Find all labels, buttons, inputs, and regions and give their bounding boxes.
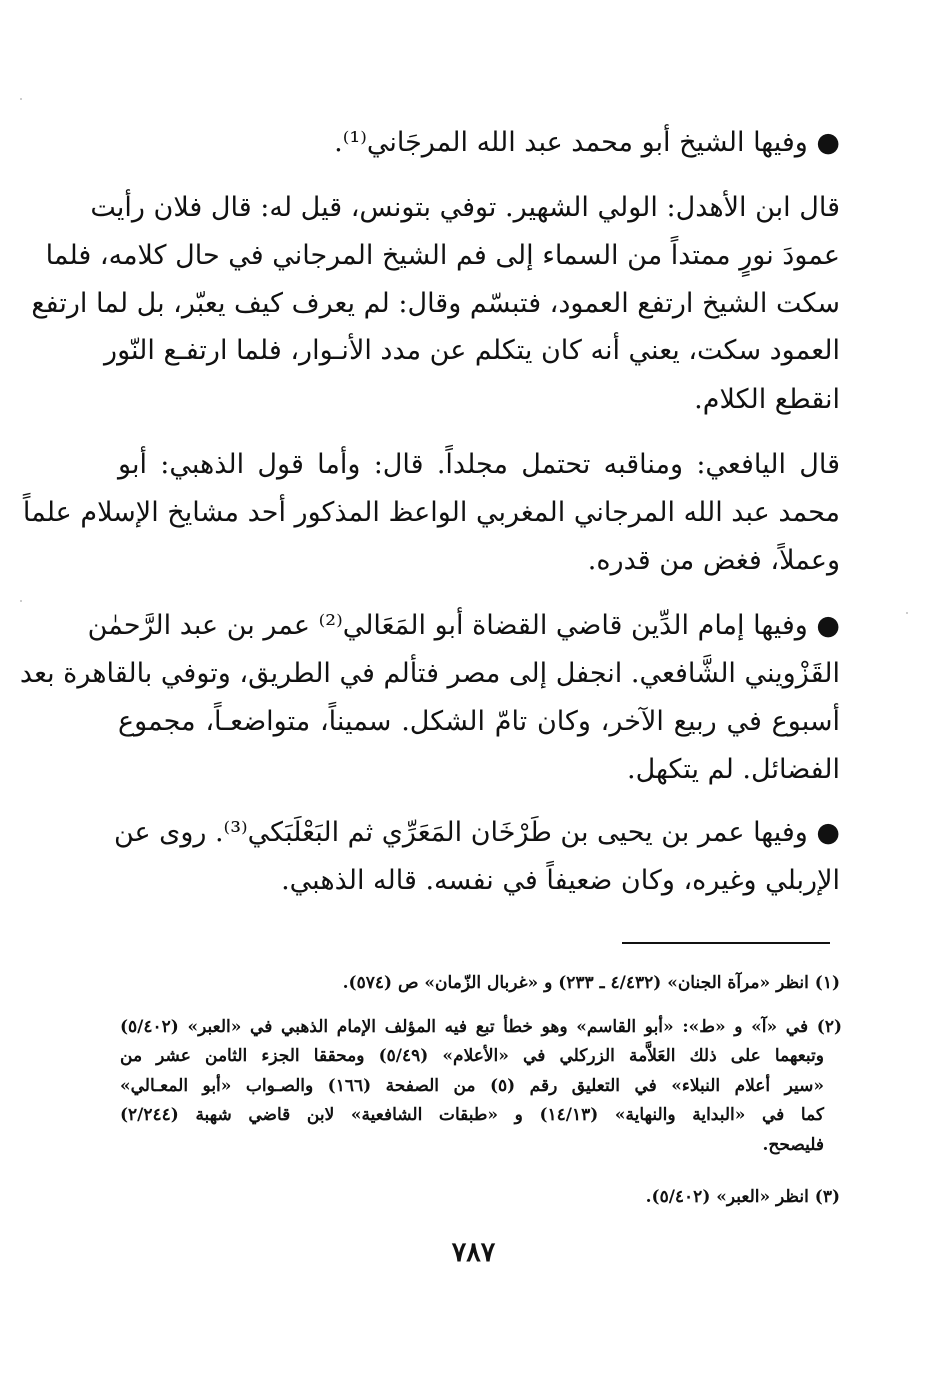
footnote-2-line: فليصحح. bbox=[762, 1135, 824, 1155]
text-line: العمود سكت، يعني أنه كان يتكلم عن مدد الأنـوار، فلما ارتفـع النّور bbox=[104, 335, 840, 366]
text-line: سكت الشيخ ارتفع العمود، فتبسّم وقال: لم يعرف كيف يعبّر، بل لما ارتفع bbox=[31, 288, 840, 319]
text-line: أسبوع في ربيع الآخر، وكان تامّ الشكل. سميناً، متواضعـاً، مجموع bbox=[118, 706, 840, 737]
footnote-2-line: كما في «البداية والنهاية» (١٤/١٣) و «طبقات الشافعية» لابن قاضي شهبة (٢/٢٤٤) bbox=[120, 1105, 825, 1125]
footnote-3: (٣) انظر «العبر» (٥/٤٠٢). bbox=[645, 1187, 840, 1207]
scan-speck bbox=[906, 612, 908, 614]
footnote-2: (٢) في «آ» و «ط»: «أبو القاسم» وهو خطأ تبع فيه المؤلف الإمام الذهبي في «العبر» (٥/٤٠٢) bbox=[120, 1017, 842, 1037]
text-line: انقطع الكلام. bbox=[694, 384, 840, 415]
text-line: الإربلي وغيره، وكان ضعيفاً في نفسه. قاله الذهبي. bbox=[281, 865, 840, 896]
footnote-separator bbox=[622, 942, 830, 944]
entry-baalbakki-heading: ● وفيها عمر بن يحيى بن طَرْخَان المَعَرِّي ثم البَعْلَبَكي⁽³⁾. روى عن bbox=[113, 817, 840, 848]
footnote-1: (١) انظر «مرآة الجنان» (٤/٤٣٢ ـ ٢٣٣) و «غربال الزّمان» ص (٥٧٤). bbox=[342, 973, 840, 993]
footnote-2-line: «سير أعلام النبلاء» في التعليق رقم (٥) من الصفحة (١٦٦) والصـواب «أبو المعـالي» bbox=[120, 1076, 824, 1096]
text-line: وعملاً، فغض من قدره. bbox=[587, 545, 840, 576]
text-line: محمد عبد الله المرجاني المغربي الواعظ المذكور أحد مشايخ الإسلام علماً bbox=[22, 497, 840, 528]
text-line: قال ابن الأهدل: الولي الشهير. توفي بتونس، قيل له: قال فلان رأيت bbox=[90, 192, 840, 223]
scan-speck bbox=[20, 600, 22, 602]
text-line: قال اليافعي: ومناقبه تحتمل مجلداً. قال: وأما قول الذهبي: أبو bbox=[118, 449, 840, 480]
text-line: الفضائل. لم يتكهل. bbox=[627, 754, 840, 785]
page-number: ٧٨٧ bbox=[451, 1237, 496, 1268]
scan-speck bbox=[20, 98, 22, 100]
footnote-2-line: وتبعهما على ذلك العَلاَّمة الزركلي في «الأعلام» (٥/٤٩) ومحققا الجزء الثامن عشر من bbox=[120, 1046, 824, 1066]
entry-marjani-heading: ● وفيها الشيخ أبو محمد عبد الله المرجَاني⁽¹⁾. bbox=[334, 127, 840, 158]
text-line: عمودَ نورٍ ممتداً من السماء إلى فم الشيخ المرجاني في حال كلامه، فلما bbox=[45, 240, 840, 271]
text-line: القَزْويني الشَّافعي. انجفل إلى مصر فتألم في الطريق، وتوفي بالقاهرة بعد bbox=[19, 658, 840, 689]
entry-qazwini-heading: ● وفيها إمام الدِّين قاضي القضاة أبو المَعَالي⁽²⁾ عمر بن عبد الرَّحمٰن bbox=[87, 610, 840, 641]
